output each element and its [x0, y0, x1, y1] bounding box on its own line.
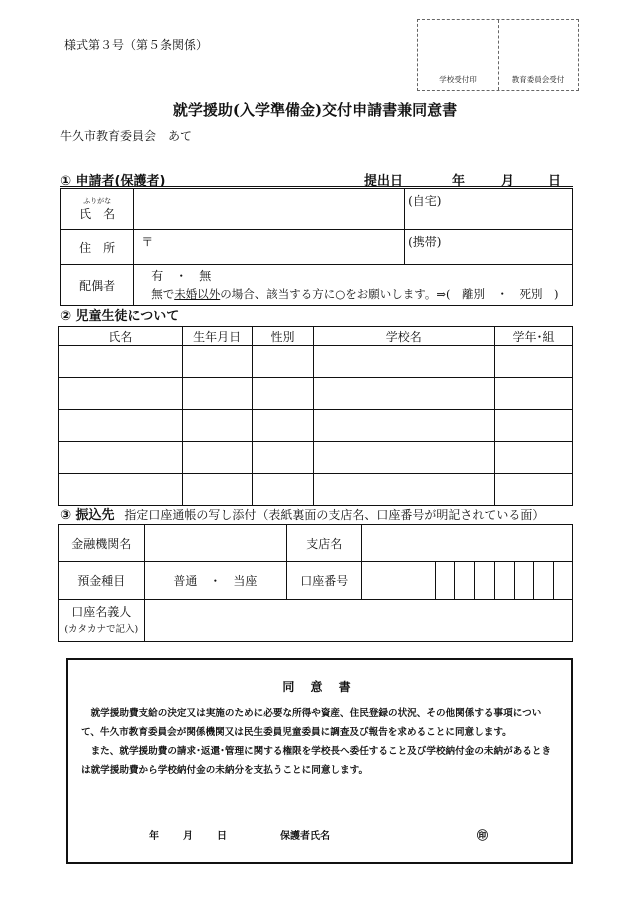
child-gender-cell[interactable] — [252, 346, 313, 378]
account-digit-box[interactable] — [455, 562, 475, 600]
consent-paragraph-1: 就学援助費支給の決定又は実施のために必要な所得や資産、住民登録の状況、その他関係する事項について、牛久市教育委員会が関係機関又は民生委員児童委員に調査及び報告を求めることに同意します。 — [81, 708, 542, 738]
child-gender-cell[interactable] — [252, 442, 313, 474]
child-birthdate-cell[interactable] — [182, 410, 252, 442]
account-number-field[interactable] — [362, 562, 435, 600]
submit-month-label: 月 — [501, 174, 515, 189]
bank-name-field[interactable] — [144, 525, 287, 562]
spouse-field[interactable] — [134, 265, 573, 306]
spouse-options: 有 ・ 無 — [151, 269, 212, 283]
account-holder-label: 口座名義人 — [71, 604, 132, 619]
account-digit-box[interactable] — [514, 562, 534, 600]
account-digit-box[interactable] — [554, 562, 573, 600]
home-phone-label: (自宅) — [408, 194, 442, 208]
reception-stamp-box — [417, 19, 579, 91]
consent-year-label: 年 — [149, 831, 159, 842]
consent-body — [81, 704, 558, 780]
account-digit-box[interactable] — [494, 562, 514, 600]
child-school-cell[interactable] — [313, 346, 495, 378]
form-number: 様式第３号（第５条関係） — [64, 38, 209, 52]
consent-box — [66, 658, 573, 864]
child-name-cell[interactable] — [59, 442, 183, 474]
section1-rule — [60, 186, 573, 187]
child-grade-cell[interactable] — [495, 410, 573, 442]
name-field[interactable] — [134, 189, 405, 230]
account-type-options[interactable]: 普通 ・ 当座 — [144, 562, 287, 600]
spouse-note-pre: 無で — [151, 287, 175, 301]
child-name-cell[interactable] — [59, 346, 183, 378]
child-birthdate-cell[interactable] — [182, 378, 252, 410]
consent-month-label: 月 — [183, 831, 193, 842]
spouse-note-post: の場合、該当する方に○をお願いします。⇒( 離別 ・ 死別 ) — [220, 287, 559, 301]
child-gender-cell[interactable] — [252, 474, 313, 506]
board-stamp-label: 教育委員会受付 — [511, 75, 565, 84]
child-name-cell[interactable] — [59, 378, 183, 410]
col-header-school: 学校名 — [313, 327, 495, 346]
section2-heading: ② 児童生徒について — [60, 309, 180, 324]
spouse-note — [151, 285, 572, 303]
submit-date-label: 提出日 — [364, 174, 404, 189]
school-stamp-label: 学校受付印 — [439, 75, 477, 84]
postal-mark: 〒 — [141, 235, 154, 249]
address-field[interactable] — [134, 230, 405, 265]
children-table — [58, 326, 573, 506]
child-grade-cell[interactable] — [495, 474, 573, 506]
applicant-table — [60, 188, 573, 306]
table-row — [59, 346, 573, 378]
account-digit-box[interactable] — [435, 562, 455, 600]
child-school-cell[interactable] — [313, 378, 495, 410]
child-name-cell[interactable] — [59, 474, 183, 506]
branch-name-field[interactable] — [362, 525, 573, 562]
address-label: 住 所 — [61, 230, 134, 265]
account-number-label: 口座番号 — [287, 562, 362, 600]
spouse-label: 配偶者 — [61, 265, 134, 306]
page-title: 就学援助(入学準備金)交付申請書兼同意書 — [172, 101, 458, 119]
child-grade-cell[interactable] — [495, 378, 573, 410]
section1-heading: ① 申請者(保護者) — [60, 174, 166, 189]
account-holder-label-cell — [59, 600, 145, 642]
submit-day-label: 日 — [548, 174, 562, 189]
table-row — [59, 474, 573, 506]
child-school-cell[interactable] — [313, 474, 495, 506]
children-header-row — [59, 327, 573, 346]
child-grade-cell[interactable] — [495, 346, 573, 378]
mobile-phone-field[interactable] — [405, 230, 573, 265]
account-holder-field[interactable] — [144, 600, 572, 642]
bank-table — [58, 524, 573, 642]
child-birthdate-cell[interactable] — [182, 442, 252, 474]
account-type-label: 預金種目 — [59, 562, 145, 600]
account-holder-note: (カタカナで記入) — [64, 623, 139, 635]
name-label-cell — [61, 189, 134, 230]
section3-note: 指定口座通帳の写し添付（表紙裏面の支店名、口座番号が明記されている面） — [124, 508, 545, 522]
guardian-name-label: 保護者氏名 — [280, 831, 330, 842]
child-gender-cell[interactable] — [252, 410, 313, 442]
addressee: 牛久市教育委員会 あて — [60, 129, 193, 143]
child-birthdate-cell[interactable] — [182, 474, 252, 506]
name-label: 氏 名 — [79, 206, 116, 221]
col-header-grade-class: 学年･組 — [495, 327, 573, 346]
col-header-name: 氏名 — [59, 327, 183, 346]
table-row — [59, 410, 573, 442]
child-birthdate-cell[interactable] — [182, 346, 252, 378]
branch-name-label: 支店名 — [287, 525, 362, 562]
consent-day-label: 日 — [217, 831, 227, 842]
section3-heading: ③ 振込先 — [60, 508, 115, 523]
table-row — [59, 442, 573, 474]
section3-header — [60, 504, 544, 523]
spouse-note-underlined: 未婚以外 — [174, 287, 221, 301]
child-grade-cell[interactable] — [495, 442, 573, 474]
col-header-birthdate: 生年月日 — [182, 327, 252, 346]
bank-name-label: 金融機関名 — [59, 525, 145, 562]
consent-title: 同 意 書 — [282, 680, 357, 694]
child-gender-cell[interactable] — [252, 378, 313, 410]
submit-year-label: 年 — [452, 174, 466, 189]
account-digit-box[interactable] — [475, 562, 495, 600]
consent-paragraph-2: また、就学援助費の請求･返還･管理に関する権限を学校長へ委任すること及び学校納付金の未納があるときは就学援助費から学校納付金の未納分を支払うことに同意します。 — [81, 746, 552, 776]
account-digit-box[interactable] — [534, 562, 554, 600]
child-school-cell[interactable] — [313, 442, 495, 474]
seal-mark: ㊞ — [477, 829, 488, 842]
mobile-phone-label: (携帯) — [408, 235, 442, 249]
furigana-label: ふりがな — [83, 196, 112, 205]
child-school-cell[interactable] — [313, 410, 495, 442]
col-header-gender: 性別 — [252, 327, 313, 346]
home-phone-field[interactable] — [405, 189, 573, 230]
table-row — [59, 378, 573, 410]
child-name-cell[interactable] — [59, 410, 183, 442]
